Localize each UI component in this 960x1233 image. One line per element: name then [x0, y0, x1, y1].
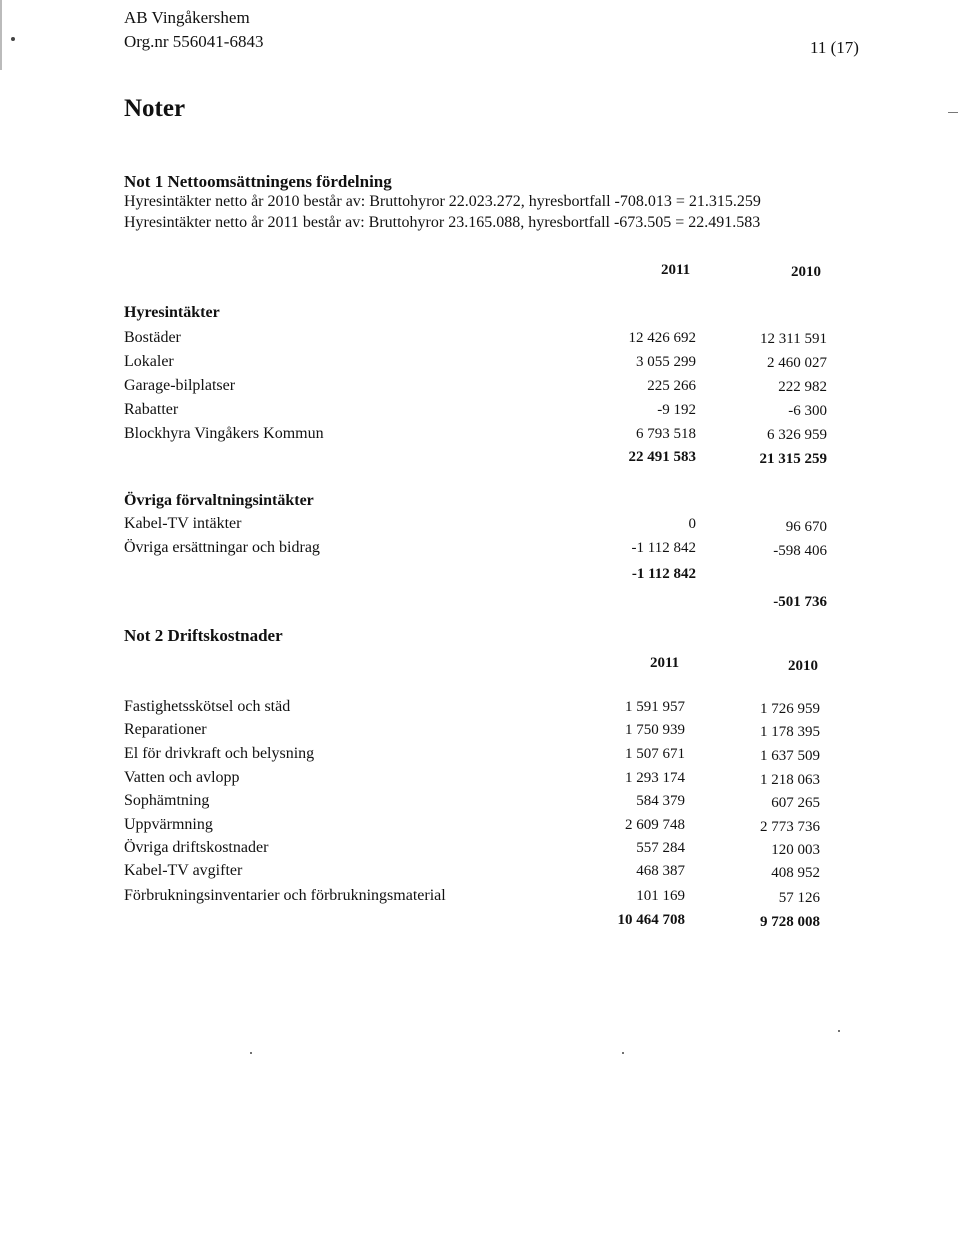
scan-mark — [948, 112, 958, 113]
drift-row-label: Förbrukningsinventarier och förbrukningsmaterial — [124, 887, 446, 904]
hyres-row-value-2010: -6 300 — [788, 403, 827, 419]
drift-row-value-2011: 101 169 — [636, 888, 685, 904]
ovriga-row-label: Övriga ersättningar och bidrag — [124, 539, 320, 556]
ovriga-heading: Övriga förvaltningsintäkter — [124, 492, 314, 509]
drift-row-value-2010: 1 726 959 — [760, 701, 820, 717]
drift-row-value-2011: 1 507 671 — [625, 746, 685, 762]
drift-row-value-2011: 2 609 748 — [625, 817, 685, 833]
drift-row-value-2011: 557 284 — [636, 840, 685, 856]
hyres-total-2011: 22 491 583 — [628, 449, 696, 465]
drift-row-value-2011: 468 387 — [636, 863, 685, 879]
note1-col-2010: 2010 — [791, 264, 821, 280]
hyres-row-label: Garage-bilplatser — [124, 377, 236, 394]
drift-row-label: Sophämtning — [124, 792, 210, 809]
note2-col-2011: 2011 — [650, 655, 680, 671]
drift-row-value-2010: 2 773 736 — [760, 819, 820, 835]
ovriga-row-label: Kabel-TV intäkter — [124, 515, 242, 532]
ovriga-row-value-2011: -1 112 842 — [631, 540, 696, 556]
hyres-row-value-2011: 6 793 518 — [636, 426, 696, 442]
drift-row-label: Vatten och avlopp — [124, 769, 240, 786]
drift-row-value-2011: 1 750 939 — [625, 722, 685, 738]
ovriga-row-value-2010: 96 670 — [785, 519, 827, 535]
drift-row-label: Kabel-TV avgifter — [124, 862, 243, 879]
note1-text-line-1: Hyresintäkter netto år 2010 består av: Bruttohyror 22.023.272, hyresbortfall -708.013 = 21.315.259 — [124, 193, 761, 210]
drift-row-label: Övriga driftskostnader — [124, 839, 269, 856]
hyres-heading: Hyresintäkter — [124, 304, 220, 321]
ovriga-row-value-2011: 0 — [688, 516, 696, 532]
scan-margin-line — [0, 0, 2, 70]
drift-row-value-2010: 120 003 — [771, 842, 820, 858]
drift-row-value-2011: 1 591 957 — [625, 699, 685, 715]
hyres-row-value-2010: 6 326 959 — [767, 427, 827, 443]
page-title: Noter — [124, 95, 186, 122]
drift-row-value-2010: 1 637 509 — [760, 748, 820, 764]
hyres-row-value-2011: 12 426 692 — [628, 330, 696, 346]
hyres-row-value-2011: -9 192 — [657, 402, 696, 418]
note1-col-2011: 2011 — [661, 262, 691, 278]
company-name: AB Vingåkershem — [124, 8, 250, 27]
page-number: 11 (17) — [810, 38, 859, 57]
scan-speck — [250, 1052, 252, 1054]
note2-col-2010: 2010 — [788, 658, 818, 674]
drift-row-value-2010: 1 178 395 — [760, 724, 820, 740]
drift-row-value-2010: 57 126 — [778, 890, 820, 906]
ovriga-total-2011: -1 112 842 — [631, 566, 696, 582]
drift-total-2010: 9 728 008 — [760, 914, 820, 930]
drift-row-label: Fastighetsskötsel och städ — [124, 698, 291, 715]
hyres-row-label: Rabatter — [124, 401, 179, 418]
hyres-row-label: Blockhyra Vingåkers Kommun — [124, 425, 324, 442]
ovriga-total-2010: -501 736 — [773, 594, 827, 610]
scan-speck — [11, 37, 15, 41]
drift-row-label: Reparationer — [124, 721, 207, 738]
hyres-row-value-2010: 2 460 027 — [767, 355, 827, 371]
hyres-row-value-2010: 12 311 591 — [760, 331, 827, 347]
drift-row-value-2010: 607 265 — [771, 795, 820, 811]
drift-total-2011: 10 464 708 — [617, 912, 685, 928]
note1-heading: Not 1 Nettoomsättningens fördelning — [124, 172, 392, 191]
drift-row-value-2010: 408 952 — [771, 865, 820, 881]
ovriga-row-value-2010: -598 406 — [773, 543, 827, 559]
scan-speck — [838, 1030, 840, 1032]
drift-row-label: El för drivkraft och belysning — [124, 745, 315, 762]
drift-row-value-2011: 584 379 — [636, 793, 685, 809]
hyres-total-2010: 21 315 259 — [759, 451, 827, 467]
drift-row-value-2010: 1 218 063 — [760, 772, 820, 788]
note2-heading: Not 2 Driftskostnader — [124, 626, 283, 645]
scan-speck — [622, 1052, 624, 1054]
hyres-row-value-2011: 225 266 — [647, 378, 696, 394]
hyres-row-label: Bostäder — [124, 329, 181, 346]
hyres-row-value-2011: 3 055 299 — [636, 354, 696, 370]
drift-row-label: Uppvärmning — [124, 816, 213, 833]
hyres-row-label: Lokaler — [124, 353, 174, 370]
note1-text-line-2: Hyresintäkter netto år 2011 består av: Bruttohyror 23.165.088, hyresbortfall -673.505 = 22.491.583 — [124, 214, 761, 231]
drift-row-value-2011: 1 293 174 — [625, 770, 685, 786]
hyres-row-value-2010: 222 982 — [778, 379, 827, 395]
org-number: Org.nr 556041-6843 — [124, 32, 264, 51]
